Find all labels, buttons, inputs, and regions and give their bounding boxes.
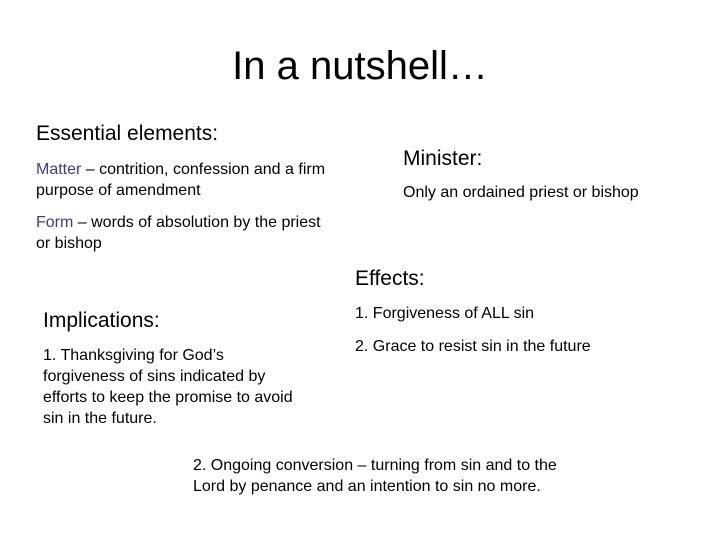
- implications-item-2: 2. Ongoing conversion – turning from sin and to the Lord by penance and an intention to sin no more.: [193, 457, 557, 495]
- matter-label: Matter: [36, 161, 82, 178]
- implications-item-1: 1. Thanksgiving for God’s forgiveness of sins indicated by efforts to keep the promise to avoid sin in the future.: [43, 347, 293, 427]
- implications-heading: Implications:: [43, 309, 160, 332]
- slide-title: In a nutshell…: [232, 44, 488, 88]
- matter-text: – contrition, confession and a firm purpose of amendment: [36, 161, 326, 199]
- effects-item-1: 1. Forgiveness of ALL sin: [355, 305, 535, 322]
- effects-item-2: 2. Grace to resist sin in the future: [355, 338, 591, 355]
- form-text: – words of absolution by the priest or bishop: [36, 214, 321, 252]
- form-label: Form: [36, 214, 74, 231]
- essential-elements-heading: Essential elements:: [36, 122, 219, 145]
- matter-paragraph: [36, 159, 326, 201]
- effects-heading: Effects:: [355, 267, 425, 290]
- minister-text: Only an ordained priest or bishop: [403, 184, 639, 201]
- form-paragraph: [36, 212, 326, 254]
- minister-heading: Minister:: [403, 147, 483, 170]
